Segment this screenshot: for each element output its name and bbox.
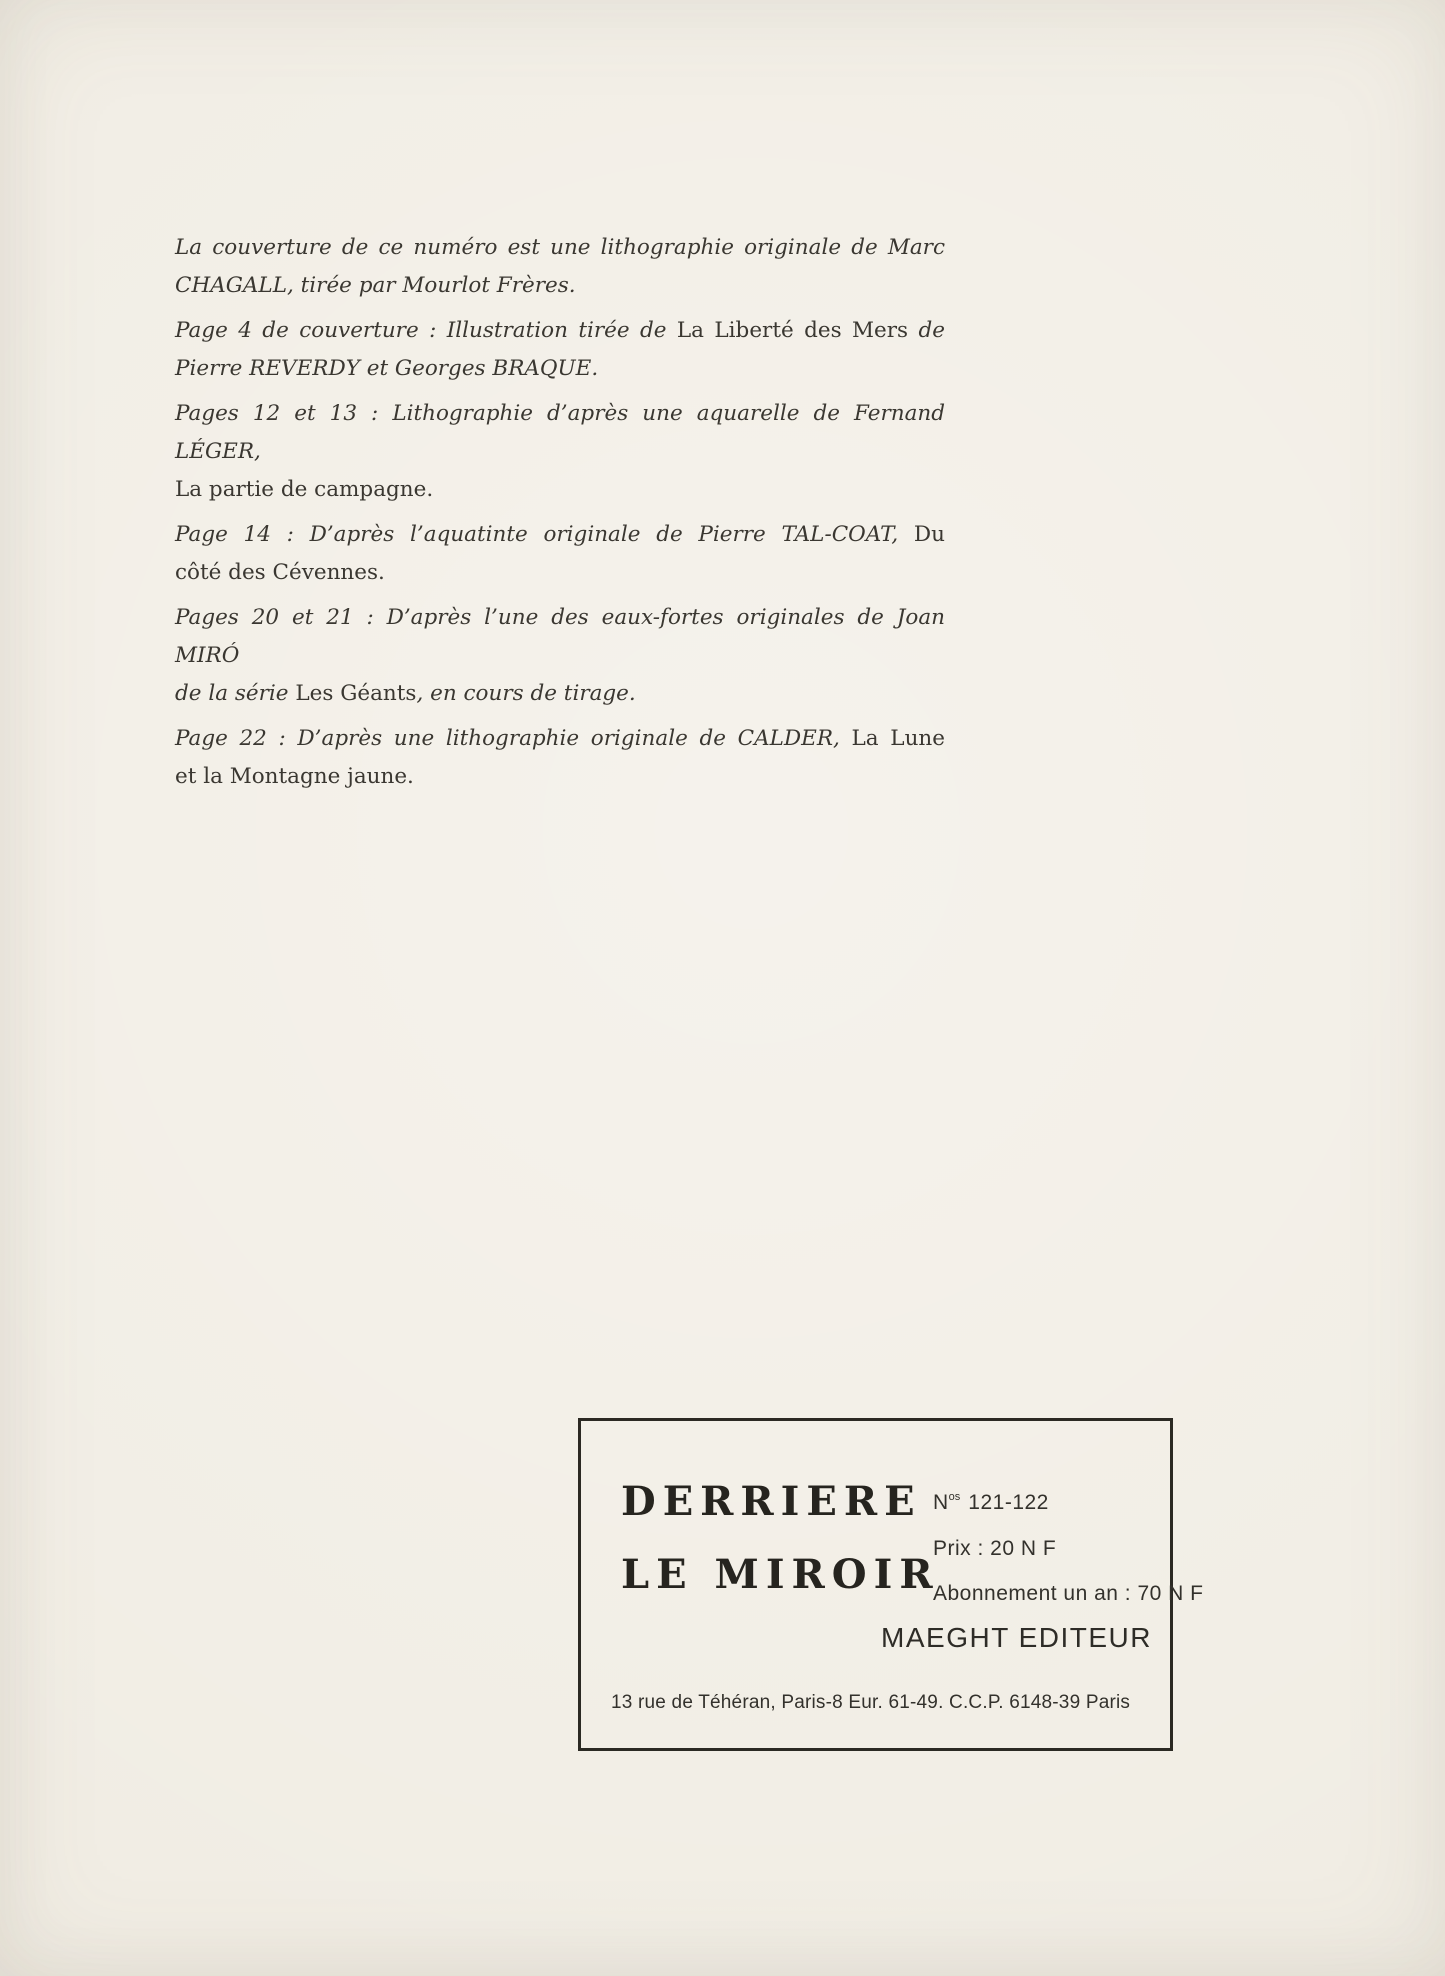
credit-line [175, 471, 945, 509]
journal-title-line1: DERRIERE [621, 1478, 922, 1525]
text-segment: La couverture de ce numéro est une lithographie originale de Marc [175, 235, 945, 260]
text-segment: La Liberté des Mers [676, 318, 909, 343]
issue-number [933, 1475, 1204, 1526]
credit-line [175, 516, 945, 554]
text-segment: , en cours de tirage. [416, 681, 636, 706]
credit-line [175, 758, 945, 796]
text-segment: La partie de campagne. [175, 477, 434, 502]
issue-number-prefix: N [933, 1491, 949, 1514]
text-segment: Page 22 : D’après une lithographie originale de CALDER, [175, 726, 852, 751]
credit-paragraph-chagall [175, 229, 945, 305]
credit-paragraph-leger [175, 395, 945, 509]
text-segment: Pages 12 et 13 : Lithographie d’après une aquarelle de Fernand LÉGER, [175, 401, 945, 464]
text-segment: Page 14 : D’après l’aquatinte originale de Pierre TAL-COAT, [175, 522, 914, 547]
publisher-address: 13 rue de Téhéran, Paris-8 Eur. 61-49. C.C.P. 6148-39 Paris [611, 1692, 1131, 1713]
text-segment: Du [913, 522, 945, 547]
credit-line [175, 720, 945, 758]
subscription-line: Abonnement un an : 70 N F [933, 1582, 1204, 1605]
issue-info [933, 1475, 1204, 1617]
credit-paragraph-braque [175, 312, 945, 388]
credit-paragraph-calder [175, 720, 945, 796]
credit-line [175, 675, 945, 713]
credit-line [175, 312, 945, 350]
text-segment: et la Montagne jaune. [175, 764, 414, 789]
credit-paragraph-talcoat [175, 516, 945, 592]
journal-title [621, 1465, 940, 1611]
publisher-name: MAEGHT EDITEUR [881, 1622, 1152, 1653]
text-segment: Pierre REVERDY et Georges BRAQUE. [175, 356, 599, 381]
text-segment: CHAGALL, tirée par Mourlot Frères. [175, 273, 576, 298]
price-line: Prix : 20 N F [933, 1536, 1057, 1560]
credit-line [175, 229, 945, 267]
text-segment: La Lune [851, 726, 945, 751]
credit-line [175, 395, 945, 471]
issue-number-value: 121-122 [968, 1491, 1049, 1514]
credit-line [175, 350, 945, 388]
credit-paragraph-miro [175, 599, 945, 713]
journal-title-line2: LE MIROIR [621, 1551, 940, 1598]
text-segment: de la série [175, 681, 296, 706]
issue-number-superscript: os [948, 1491, 961, 1503]
text-segment: côté des Cévennes. [175, 560, 385, 585]
credit-line [175, 599, 945, 675]
journal-info-box [578, 1418, 1204, 1751]
text-segment: Les Géants [295, 681, 417, 706]
text-segment: Pages 20 et 21 : D’après l’une des eaux-fortes originales de Joan MIRÓ [175, 605, 945, 668]
credits-list [175, 229, 945, 803]
credit-line [175, 267, 945, 305]
text-segment: de [908, 318, 945, 343]
credit-line [175, 554, 945, 592]
text-segment: Page 4 de couverture : Illustration tirée de [175, 318, 677, 343]
